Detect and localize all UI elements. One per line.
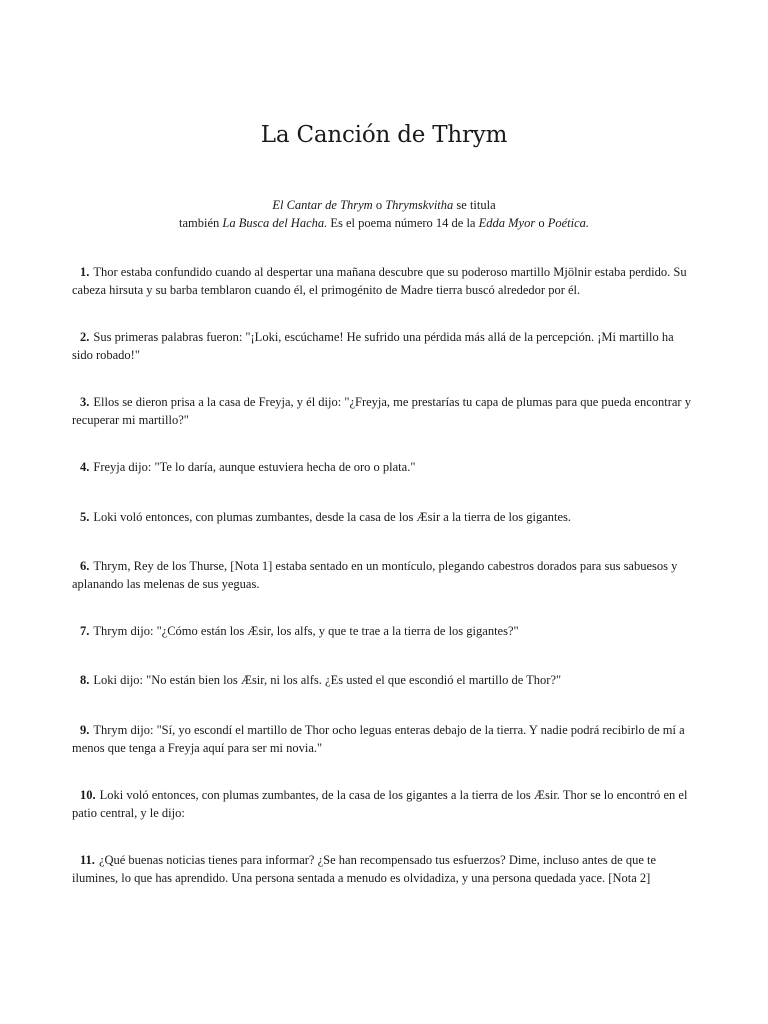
stanza-text: Sus primeras palabras fueron: "¡Loki, escúchame! He sufrido una pérdida más allá de la percepción. ¡Mi martillo ha sido robado!" <box>72 330 674 362</box>
stanza-6 <box>72 557 696 593</box>
stanza-number: 3. <box>80 395 90 409</box>
stanza-3 <box>72 393 696 429</box>
intro-head-2: también <box>179 216 223 230</box>
stanza-number: 2. <box>80 330 90 344</box>
stanza-text: Thrym dijo: "¿Cómo están los Æsir, los alfs, y que te trae a la tierra de los gigantes?" <box>93 624 519 638</box>
stanza-9 <box>72 721 696 757</box>
page-title: La Canción de Thrym <box>260 122 508 148</box>
intro-sep-2: o <box>535 216 548 230</box>
intro-italic-title-a: El Cantar de Thrym <box>272 198 373 212</box>
intro-italic-title-d: Edda Myor <box>478 216 536 230</box>
intro-italic-title-e: Poética. <box>547 216 589 230</box>
intro-line-2 <box>0 214 768 232</box>
stanza-text: Loki voló entonces, con plumas zumbantes, de la casa de los gigantes a la tierra de los Æsir. Thor se lo encontró en el patio central, y le dijo: <box>72 788 688 820</box>
stanza-number: 10. <box>80 788 96 802</box>
stanza-8 <box>72 671 696 689</box>
intro-mid-2: Es el poema número 14 de la <box>327 216 479 230</box>
stanza-text: Loki dijo: "No están bien los Æsir, ni los alfs. ¿Es usted el que escondió el martillo de Thor?" <box>93 673 562 687</box>
stanza-number: 1. <box>80 265 90 279</box>
stanza-number: 5. <box>80 510 90 524</box>
intro-tail-1: se titula <box>453 198 496 212</box>
stanza-text: Ellos se dieron prisa a la casa de Freyja, y él dijo: "¿Freyja, me prestarías tu capa de plumas para que pueda encontrar y recuperar mi martillo?" <box>72 395 691 427</box>
stanza-number: 4. <box>80 460 90 474</box>
stanza-number: 11. <box>80 853 95 867</box>
stanza-11 <box>72 851 696 887</box>
stanza-number: 8. <box>80 673 90 687</box>
stanza-number: 9. <box>80 723 90 737</box>
stanza-1 <box>72 263 696 299</box>
intro-italic-title-b: Thrymskvitha <box>385 198 454 212</box>
stanza-5 <box>72 508 696 526</box>
stanza-4 <box>72 458 696 476</box>
intro-sep-1: o <box>372 198 386 212</box>
stanza-number: 6. <box>80 559 90 573</box>
stanza-text: Loki voló entonces, con plumas zumbantes, desde la casa de los Æsir a la tierra de los gigantes. <box>93 510 572 524</box>
intro-italic-title-c: La Busca del Hacha. <box>222 216 328 230</box>
stanza-text: ¿Qué buenas noticias tienes para informar? ¿Se han recompensado tus esfuerzos? Dime, incluso antes de que te ilumines, lo que has aprendido. Una persona sentada a menudo es olvidadiza, y una persona quedada yace. [Nota 2] <box>72 853 657 885</box>
stanza-10 <box>72 786 696 822</box>
stanza-text: Thor estaba confundido cuando al despertar una mañana descubre que su poderoso martillo Mjölnir estaba perdido. Su cabeza hirsuta y su barba temblaron cuando él, el primogénito de Madre tierra buscó alrededor por él. <box>72 265 687 297</box>
stanza-text: Thrym dijo: "Sí, yo escondí el martillo de Thor ocho leguas enteras debajo de la tierra. Y nadie podrá recibirlo de mí a menos que tenga a Freyja aquí para ser mi novia." <box>72 723 685 755</box>
stanza-number: 7. <box>80 624 90 638</box>
intro-line-1 <box>0 196 768 214</box>
stanza-text: Freyja dijo: "Te lo daría, aunque estuviera hecha de oro o plata." <box>93 460 416 474</box>
intro-paragraph <box>0 196 768 232</box>
stanza-2 <box>72 328 696 364</box>
stanza-text: Thrym, Rey de los Thurse, [Nota 1] estaba sentado en un montículo, plegando cabestros dorados para sus sabuesos y aplanando las melenas de sus yeguas. <box>72 559 678 591</box>
stanza-7 <box>72 622 696 640</box>
